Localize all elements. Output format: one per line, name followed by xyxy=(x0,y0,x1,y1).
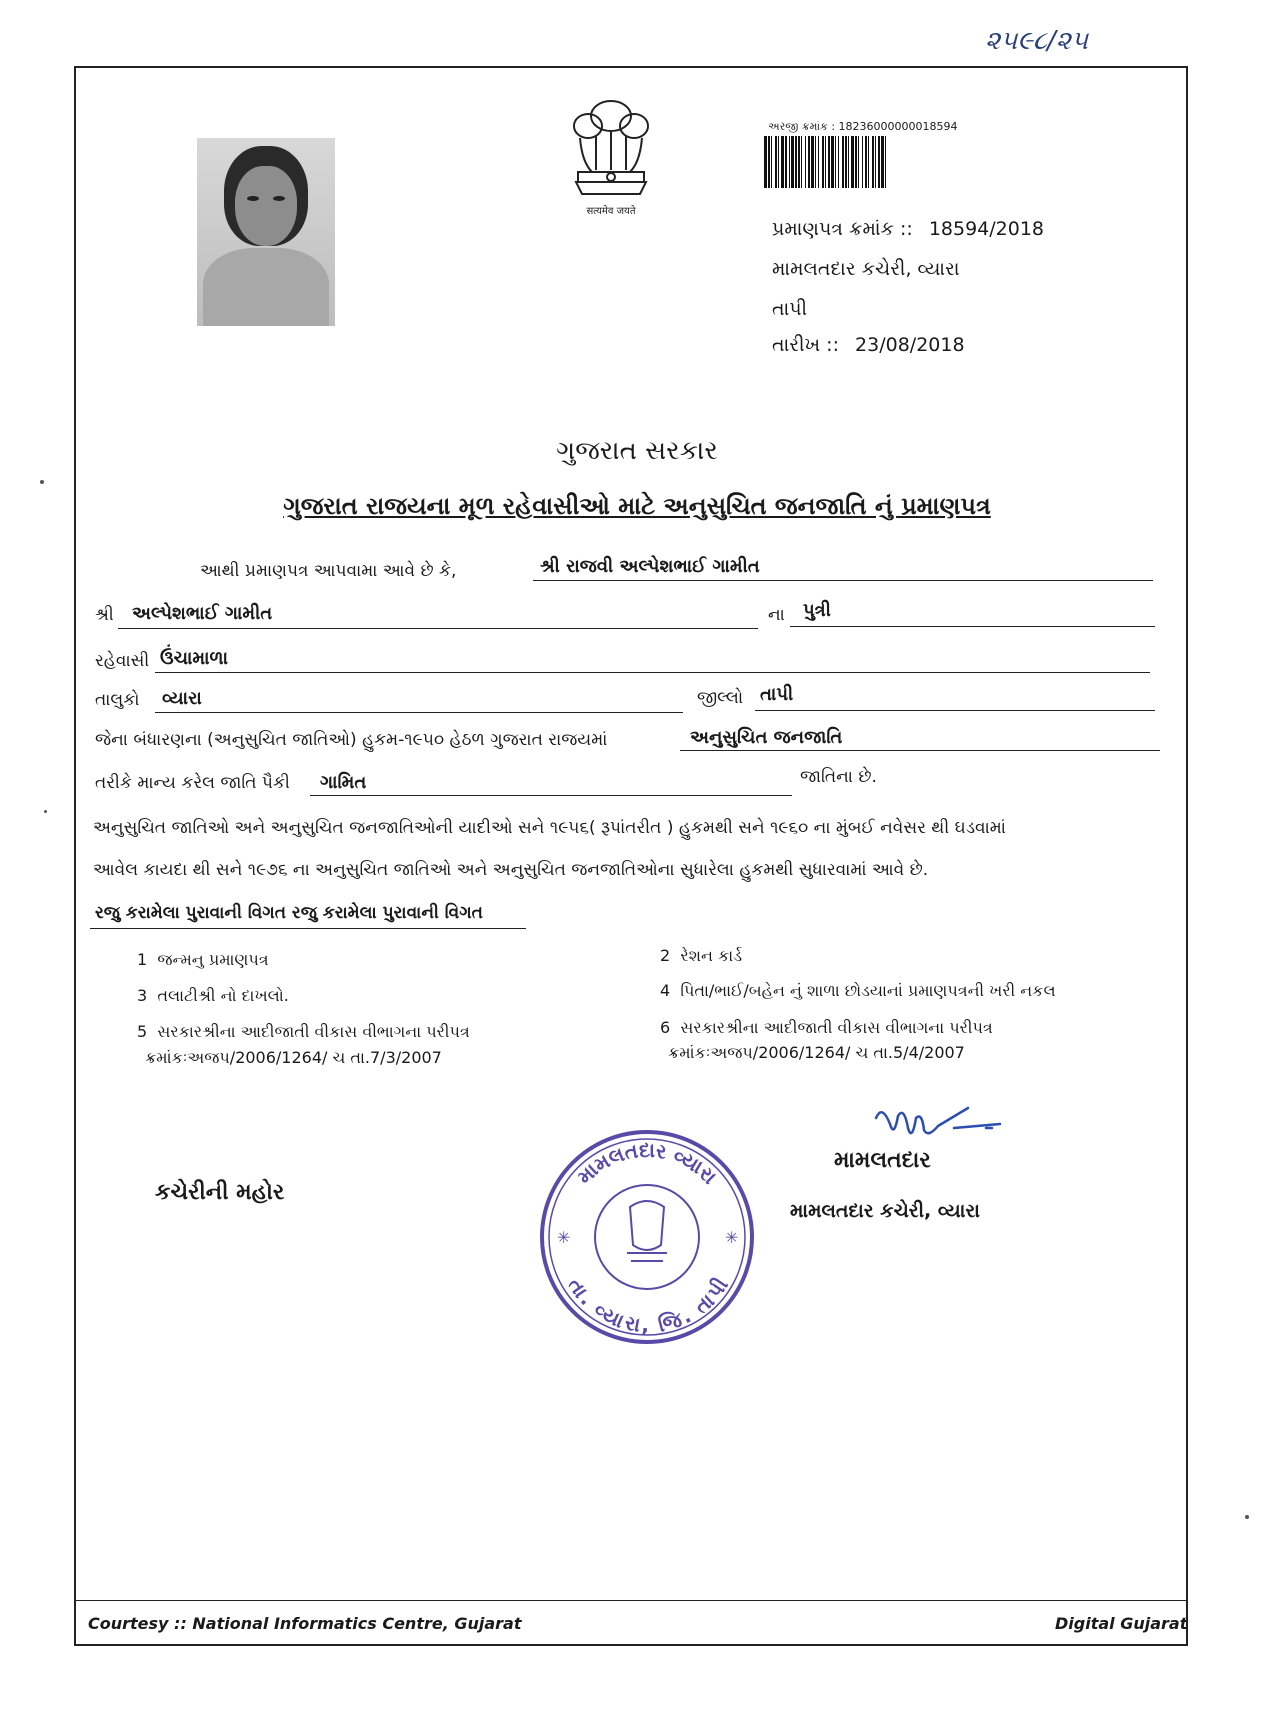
footer-courtesy: Courtesy :: National Informatics Centre, Gujarat xyxy=(88,1614,522,1633)
taluka-underline xyxy=(155,712,683,713)
taluka: વ્યારા xyxy=(162,688,202,709)
document-text: તલાટીશ્રી નો દાખલો. xyxy=(157,986,289,1005)
district-underline xyxy=(755,710,1155,711)
document-number: 2 xyxy=(660,946,671,965)
category: અનુસુચિત જનજાતિ xyxy=(690,727,843,748)
relation-underline xyxy=(790,626,1155,627)
document-text: પિતા/ભાઈ/બહેન નું શાળા છોડયાનાં પ્રમાણપત્રની ખરી નકલ xyxy=(680,981,1056,1000)
legal-paragraph-line-2: આવેલ કાયદા થી સને ૧૯૭૬ ના અનુસુચિત જાતિઓ અને અનુસુચિત જનજાતિઓના સુધારેલા હુકમથી સુધારવામાં આવે છે. xyxy=(93,860,929,880)
documents-heading-underline xyxy=(90,928,526,929)
intro-label: આથી પ્રમાણપત્ર આપવામા આવે છે કે, xyxy=(200,561,457,581)
stamp-bottom-text: તા. વ્યારા, જિ. તાપી xyxy=(563,1273,733,1337)
parent-underline xyxy=(118,628,758,629)
resident-label: રહેવાસી xyxy=(95,651,150,671)
document-item xyxy=(660,946,742,966)
village-underline xyxy=(155,672,1150,673)
district-label: જીલ્લો xyxy=(697,688,744,708)
certificate-number: 18594/2018 xyxy=(928,218,1045,240)
document-item xyxy=(137,1022,470,1042)
taluka-label: તાલુકો xyxy=(95,690,140,710)
barcode-bar xyxy=(886,136,888,188)
certificate-number-row xyxy=(772,218,1044,240)
document-item xyxy=(660,981,1056,1001)
caste-suffix: જાતિના છે. xyxy=(800,767,877,787)
document-number: 6 xyxy=(660,1018,671,1037)
svg-text:✳: ✳ xyxy=(557,1228,571,1247)
caste-label: તરીકે માન્ય કરેલ જાતિ પૈકી xyxy=(95,773,290,793)
state-emblem-icon xyxy=(560,92,662,222)
svg-text:✳: ✳ xyxy=(725,1228,739,1247)
category-underline xyxy=(680,750,1160,751)
document-text: સરકારશ્રીના આદીજાતી વીકાસ વીભાગના પરીપત્ર xyxy=(680,1018,993,1037)
office-seal-label: કચેરીની મહોર xyxy=(155,1180,285,1205)
document-item xyxy=(660,1018,993,1038)
date-row xyxy=(772,334,965,356)
document-number: 5 xyxy=(137,1022,148,1041)
order-label: જેના બંધારણના (અનુસુચિત જાતિઓ) હુકમ-૧૯૫૦ હેઠળ ગુજરાત રાજયમાં xyxy=(95,730,608,750)
relation: પુત્રી xyxy=(803,600,831,621)
svg-text:તા. વ્યારા, જિ. તાપી xyxy=(563,1273,733,1337)
barcode xyxy=(764,136,1010,188)
applicant-name: શ્રી રાજવી અલ્પેશભાઈ ગામીત xyxy=(540,556,760,577)
document-text: સરકારશ્રીના આદીજાતી વીકાસ વીભાગના પરીપત્ર xyxy=(157,1022,470,1041)
government-title: ગુજરાત સરકાર xyxy=(556,436,718,466)
footer-digital-gujarat: Digital Gujarat xyxy=(1055,1614,1188,1633)
na-label: ના xyxy=(768,605,785,625)
caste: ગામિત xyxy=(320,772,367,793)
shri-label: શ્રી xyxy=(95,605,114,625)
document-item xyxy=(137,986,289,1006)
certificate-title-text: ગુજરાત રાજયના મૂળ રહેવાસીઓ માટે અનુસુચિત જનજાતિ નું પ્રમાણપત્ર xyxy=(283,492,991,520)
signatory-office: મામલતદાર કચેરી, વ્યારા xyxy=(790,1200,980,1222)
document-text: રેશન કાર્ડ xyxy=(680,946,742,965)
name-underline xyxy=(533,580,1153,581)
emblem-motto: सत्यमेव जयते xyxy=(586,206,636,217)
parent-name: અલ્પેશભાઈ ગામીત xyxy=(132,603,273,624)
official-round-stamp xyxy=(535,1125,760,1350)
stamp-top-text: મામલતદાર વ્યારા xyxy=(572,1137,722,1189)
certificate-number-label: પ્રમાણપત્ર ક્રમાંક :: xyxy=(772,218,913,240)
caste-underline xyxy=(310,795,792,796)
document-reference: ક્રમાંકઃઅજપ/2006/1264/ ચ તા.7/3/2007 xyxy=(145,1048,442,1067)
village: ઉંચામાળા xyxy=(160,648,228,669)
document-number: 1 xyxy=(137,950,148,969)
signatory-title: મામલતદાર xyxy=(834,1148,931,1173)
district: તાપી xyxy=(760,684,794,705)
date-label: તારીખ :: xyxy=(772,334,839,356)
footer-divider xyxy=(76,1600,1186,1601)
legal-paragraph-line-1: અનુસુચિત જાતિઓ અને અનુસુચિત જનજાતિઓની યાદીઓ સને ૧૯૫૬( રૂપાંતરીત ) હુકમથી સને ૧૯૬૦ ના મુંબઈ નવેસર થી ઘડવામાં xyxy=(93,818,1006,838)
issuing-district: તાપી xyxy=(772,298,808,320)
document-item xyxy=(137,950,269,970)
document-reference: ક્રમાંકઃઅજપ/2006/1264/ ચ તા.5/4/2007 xyxy=(668,1043,965,1062)
applicant-photo xyxy=(197,138,335,326)
application-number: અરજી ક્રમાંક : 18236000000018594 xyxy=(768,120,958,133)
certificate-title xyxy=(0,492,1274,520)
issuing-office: મામલતદાર કચેરી, વ્યારા xyxy=(772,258,960,280)
document-number: 3 xyxy=(137,986,148,1005)
handwritten-reference-number: ૨૫૯૮/૨૫ xyxy=(985,26,1089,56)
document-text: જન્મનુ પ્રમાણપત્ર xyxy=(157,950,269,969)
document-number: 4 xyxy=(660,981,671,1000)
documents-heading: રજુ કરામેલા પુરાવાની વિગત રજુ કરામેલા પુરાવાની વિગત xyxy=(95,903,483,923)
issue-date: 23/08/2018 xyxy=(855,334,965,356)
